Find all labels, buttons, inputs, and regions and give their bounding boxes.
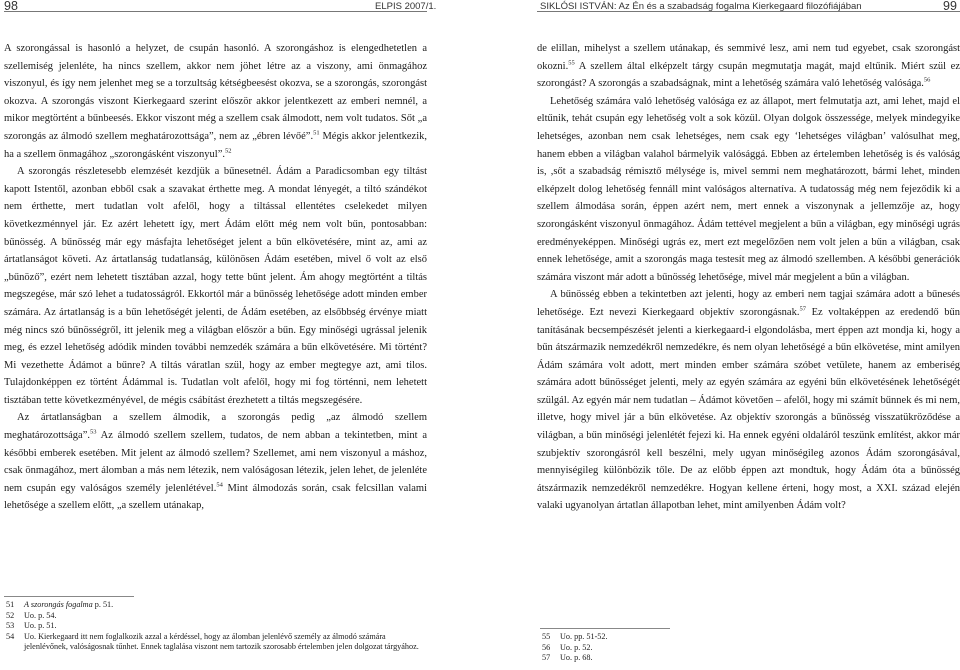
footnote-text: Uo. Kierkegaard itt nem foglalkozik azzal a kérdéssel, hogy az álomban jelenlévő személy az álmodó számára jelenlévőnek, valóságosnak tűnhet. Ennek taglalása viszont nem tartozik szorosabb értelemben jelen dolgozat tárgyához. — [24, 631, 419, 652]
footnote — [6, 632, 426, 653]
footnote-ref: 55 — [568, 59, 575, 67]
footnote — [542, 653, 842, 664]
footnote-text: Uo. pp. 51-52. — [560, 632, 608, 641]
footnote-ref: 56 — [923, 76, 931, 84]
footnote-rule-left — [4, 596, 134, 597]
footnote-text: Uo. p. 68. — [560, 653, 593, 663]
footnote — [6, 600, 426, 611]
footnote-number: 54 — [6, 631, 15, 641]
footnote-ref: 53 — [90, 428, 97, 436]
footnote-number: 57 — [542, 653, 551, 663]
page-number-left: 98 — [4, 0, 18, 13]
footnote — [6, 621, 426, 632]
footnote-text: Uo. p. 54. — [24, 610, 57, 620]
footnote-text: Uo. p. 51. — [24, 621, 57, 631]
footnote — [6, 611, 426, 622]
footnote-ref: 54 — [216, 481, 223, 489]
footnote-ref: 57 — [799, 305, 806, 313]
footnote-number: 53 — [6, 621, 15, 631]
paragraph: A bűnösség ebben a tekintetben azt jelenti, hogy az emberi nem tagjai számára adott a bűnesés lehetősége. Ezt nevezi Kierkegaard objektív szorongásnak.$^{57}$ Ez voltaképpen az eredendő bűn tanításának becsempészését jelenti a kierkegaard-i elgondolásba, mert éppen azt mondja ki, hogy a bűn átszármazik nemzedékről nemzedékre, és nem olyan lehetőségé a bűn elkövetése, mint amilyen Ádám számára volt adott, mert minden ember számára szóbet vetülete, hanem az emberiség számára adott bűnösséget jelenti, mely az egyén számára az egyéni bűn elkövetésének lehetőségét szülgál. Az egyén már nem tudatlan – Ádámot követően – afelől, hogy mi számít bűnnek és mi nem, illetve, hogy mivel jár a bűn elkövetése. Az objektív szorongás a bűnösség visszatükröződése a világban, a bűn minőségi jelenlétét fejezi ki. Ha ennek egyéni oldaláról teszünk említést, akkor már szubjektív szorongásról kell beszélni, mely ugyan minőségileg azonos Ádám szorongásával, mennyiségileg különbözik tőle. De az előbb éppen azt mondtuk, hogy Ádám óta a bűnösség átszármazik nemzedékről nemzedékre. Hogyan kellene érteni, hogy most, a XXI. század elején valaki ugyanolyan ártatlan állapotban lehet, mint amilyenben Ádám volt? — [537, 289, 960, 512]
footnote-rule-right — [540, 628, 670, 629]
footnote-text: Uo. p. 52. — [560, 642, 593, 652]
footnote-number: 52 — [6, 610, 15, 620]
right-page — [480, 0, 960, 670]
paragraph: A szorongással is hasonló a helyzet, de csupán hasonló. A szorongáshoz is elengedhetetlen a szellemiség jelenléte, ha nincs szellem, akkor nem jöhet létre az a viszony, ami önmagához viszonyul, és így nem jelenhet meg se a torzultság kétségbeesést okozva, se a szorongás, szorongást okozva. A szorongás viszont Kierkegaard szerint először akkor jelentkezett az emberi nemnél, a mikor megtörtént a bűnbeesés. Ekkor viszont még a szellem csak álmodott, nem volt tudatos. Sőt „a szorongás az álmodó szellem meghatározottsága”, nem az „ébren lévőé”.$^{51}$ Mégis akkor jelentkezik, ha a szellem önmagához „szorongásként viszonyul”.$^{52}$ — [4, 43, 427, 160]
body-text-left — [4, 40, 427, 515]
footnote-number: 56 — [542, 642, 551, 652]
running-head-right: SIKLÓSI ISTVÁN: Az Én és a szabadság fogalma Kierkegaard filozófiájában — [540, 1, 862, 12]
footnote-number: 51 — [6, 600, 15, 609]
footnote — [542, 632, 842, 643]
running-head-left: ELPIS 2007/1. — [375, 1, 437, 12]
header-rule-right — [537, 11, 960, 12]
footnote-number: 55 — [542, 632, 551, 641]
footnote-text: A szorongás fogalma p. 51. — [24, 600, 114, 609]
header-rule-left — [4, 11, 427, 12]
footnote — [542, 643, 842, 654]
paragraph: Az ártatlanságban a szellem álmodik, a szorongás pedig „az álmodó szellem meghatározottsága”.$^{53}$ Az álmodó szellem szellem, tudatos, de nem abban a tekintetben, mint a későbbi emberek esetében. Mit jelent az álmodó szellem? Szellemet, ami nem viszonyul a máshoz, csak önmagához, mert álomban a más nem létezik, nem valóságosan létezik, jelen lehet, de jelenléte nem csupán egy valóságos személy jelenlétével.$^{54}$ Mint álmodozás során, csak felcsillan valami lehetősége a szellem előtt, „a szellem utánakap, — [4, 412, 427, 512]
paragraph: de elillan, mihelyst a szellem utánakap, és semmivé lesz, ami nem tud egyebet, csak szorongást okozni.$^{55}$ A szellem által elképzelt tárgy csupán megmutatja magát, majd eltűnik. Miért szül ez szorongást? A szorongás a szabadságnak, mint a lehetőség számára való lehetőség valósága.$^{56}$ — [537, 43, 960, 90]
footnote-ref: 52 — [225, 147, 232, 155]
page-number-right: 99 — [943, 0, 957, 13]
paragraph: A szorongás részletesebb elemzését kezdjük a bűnesetnél. Ádám a Paradicsomban egy tiltást kapott Istentől, azonban ebből csak a szavakat érthette meg. A mondat lényegét, a tiltó szándékot nem érthette, mert tudatlan volt afelől, hogy a tiltással ellentétes cselekedet milyen következménnyel jár. Ez azért lehetett így, mert Ádám előtt még nem volt bűn, pontosabban: bűnösség. A bűnösség már egy másfajta lehetőséget jelent a bűn elkövetésére, mint az, ami az ártatlanságot követi. Az ártatlanság tudatlanság, különösen Ádám esetében, mivel ő volt az első „bűnöző”, ezért nem lehetett tisztában azzal, hogy tette bűnt jelent. Ám ahogy megtörtént a tiltás megszegése, már szó lehet a tudatosságról. Ekkortól már a bűnösség lehetősége adott minden ember számára. Az ártatlanság is a bűn lehetőségét jelenti, de Ádám esetében, az elsőbbség érvénye miatt még nincs szó bűnösségről, itt jelenik meg a világban először a bűn. Egy minőségi ugrással jelenik meg, és ezzel lehetőség adódik minden további nemzedék számára a bűn elkövetésére. Mi történt? Mi vezethette Ádámot a bűnre? A tiltás váratlan szül, hogy az ember megtegye azt, ami tilos. Tulajdonképpen ez történt Ádámmal is. Tudatlan volt afelől, hogy mi fog történni, nem lehetett tisztában tette következményével, de mégis csábítást érezhetett a tiltás megszegésére. — [4, 166, 427, 406]
footnotes-right — [542, 632, 842, 664]
footnotes-left — [6, 600, 426, 653]
footnote-ref: 51 — [313, 129, 320, 137]
body-text-right — [537, 40, 960, 515]
paragraph: Lehetőség számára való lehetőség valósága ez az állapot, mert felmutatja azt, ami lehet, majd el eltűnik, tehát csupán egy lehetőség volt a sok közül. Olyan dolgok összessége, melyek mindegyike lehetséges, azonban nem csak lehetséges, nem csak egy ‘lehetséges világban’ valósulhat meg, hanem ebben a világban valahol bármelyik valósággá. Ebben az értelemben lehetőség is és valóság is, ,sőt a szabadság rémisztő mélysége is, mivel semmi nem meghatározott, bármi lehet, minden elképzelt dolog lehetőség fennáll mint valóságos alternatíva. A tudatosság még nem fejeződik ki a szellem álmodása során, éppen azért nem, mert ennek a viszonynak a jellemzője az, hogy szorongásként viszonyul önmagához. Ádám tettével megjelent a bűn a világban, egy minőségi ugrás eredményeképpen. Minőségi ugrás ez, mert ezt megelőzően nem volt jelen a bűn a világban, csak ennek lehetősége, amit a szorongás maga testesít meg az álmodó szellemben. A későbbi generációk számára viszont már adott a bűnösség lehetősége, mivel már megjelent a bűn a világban. — [537, 95, 960, 283]
